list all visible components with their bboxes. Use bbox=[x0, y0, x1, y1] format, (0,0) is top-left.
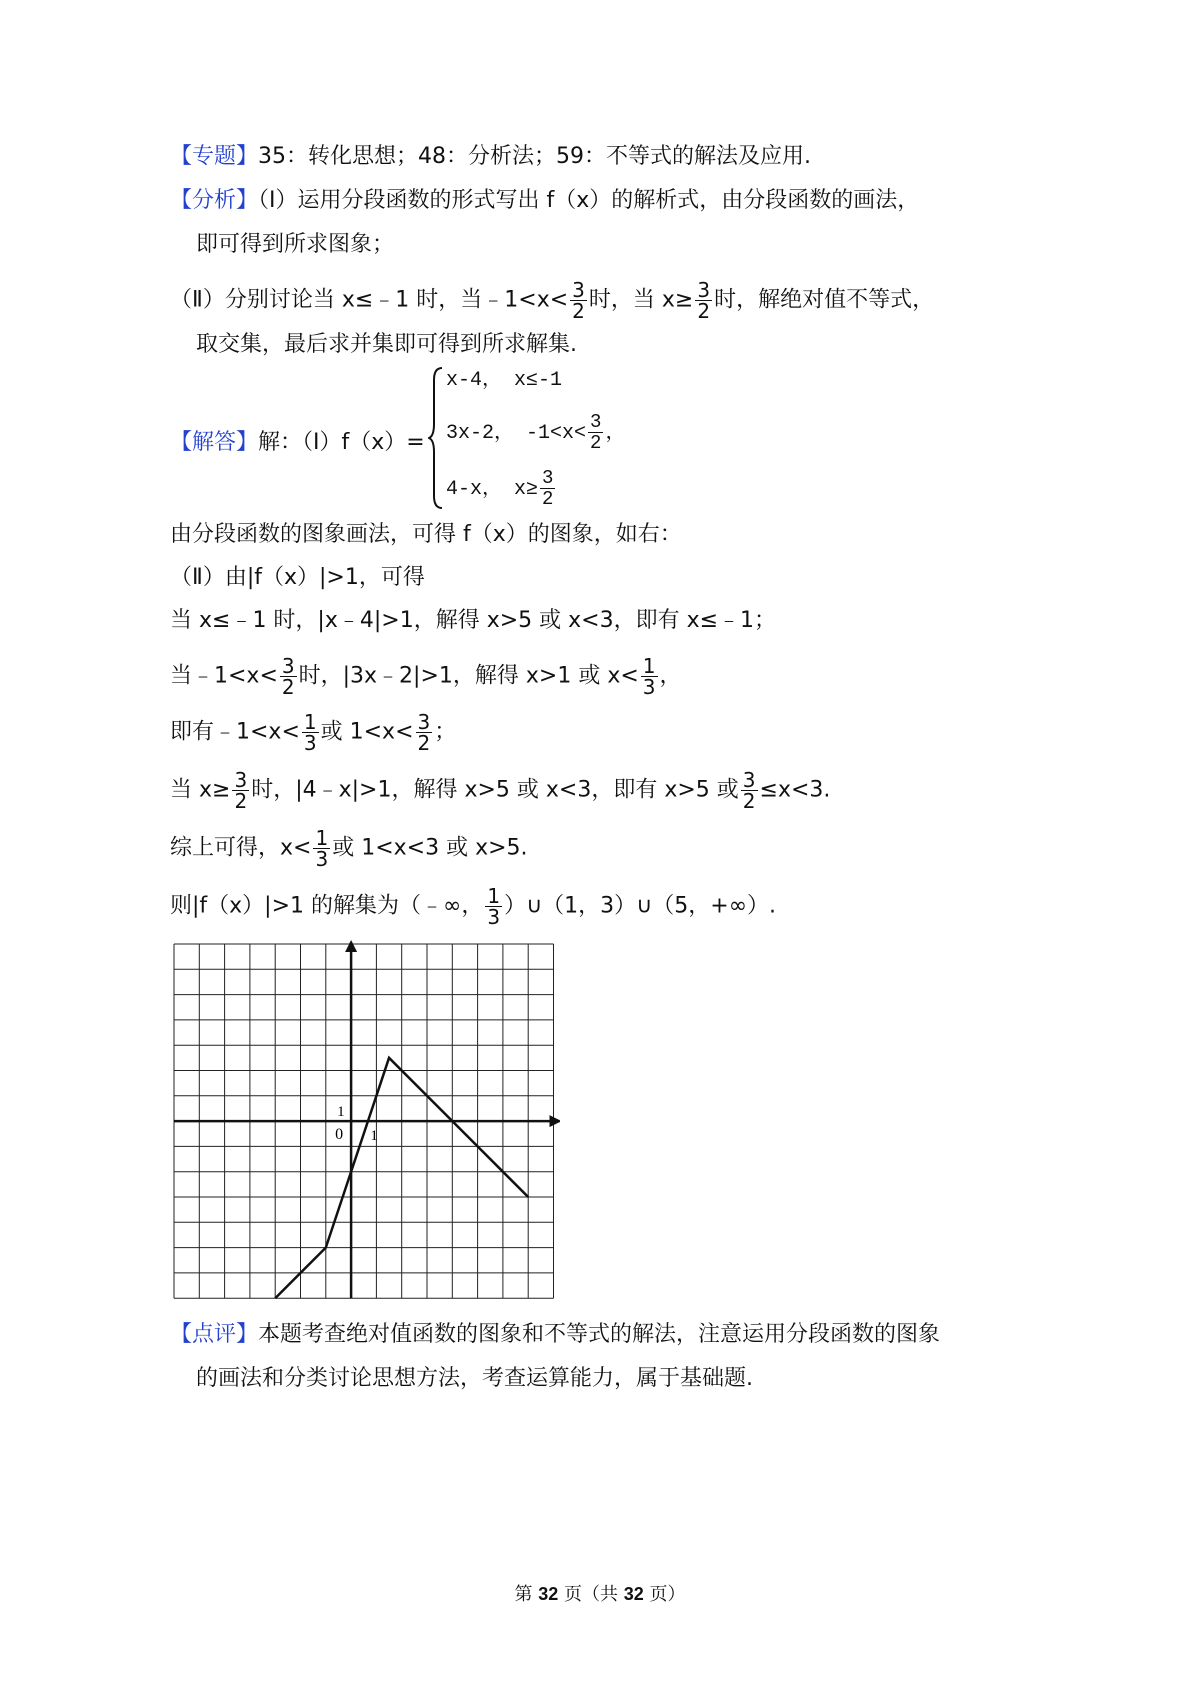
answer-line-1: 由分段函数的图象画法，可得 f（x）的图象，如右： bbox=[170, 522, 682, 547]
analysis-line-3 bbox=[170, 280, 934, 321]
graph-label-x-one: 1 bbox=[370, 1128, 378, 1145]
answer-text-8a: 则|f（x）|>1 的解集为（﹣∞， bbox=[170, 893, 484, 919]
fraction bbox=[416, 712, 433, 753]
answer-text-6b: 时，|4﹣x|>1，解得 x>5 或 x<3，即有 x>5 或 bbox=[251, 777, 739, 803]
answer-text-7b: 或 1<x<3 或 x>5. bbox=[332, 835, 528, 861]
frac-num: 3 bbox=[742, 768, 756, 792]
topic-text: 35：转化思想；48：分析法；59：不等式的解法及应用. bbox=[258, 144, 811, 169]
frac-num: 3 bbox=[417, 710, 431, 734]
frac-den: 3 bbox=[303, 731, 317, 755]
fraction bbox=[313, 828, 330, 869]
answer-line-4 bbox=[170, 656, 682, 697]
topic-line bbox=[170, 142, 811, 172]
analysis-text-3c: 时，解绝对值不等式， bbox=[714, 287, 935, 313]
frac-num: 1 bbox=[642, 654, 656, 678]
answer-text-7a: 综上可得，x< bbox=[170, 835, 312, 861]
answer-line-8 bbox=[170, 886, 776, 927]
topic-tag: 【专题】 bbox=[170, 144, 259, 169]
answer-intro: 解：（Ⅰ）f（x）= bbox=[258, 430, 425, 455]
analysis-text-3a: （Ⅱ）分别讨论当 x≤﹣1 时，当﹣1<x< bbox=[170, 287, 569, 313]
frac-den: 3 bbox=[642, 675, 656, 699]
analysis-line-1 bbox=[170, 186, 919, 216]
analysis-text-1: （Ⅰ）运用分段函数的形式写出 f（x）的解析式，由分段函数的画法， bbox=[258, 188, 920, 213]
answer-tag: 【解答】 bbox=[170, 430, 259, 455]
analysis-text-3b: 时，当 x≥ bbox=[588, 287, 694, 313]
analysis-tag: 【分析】 bbox=[170, 188, 259, 213]
piecewise-brace-icon bbox=[428, 366, 444, 510]
frac-den: 2 bbox=[742, 789, 756, 813]
piece-1: x-4， x≤-1 bbox=[446, 369, 563, 392]
fraction bbox=[641, 656, 658, 697]
frac-den: 2 bbox=[417, 731, 431, 755]
y-axis-arrow-icon bbox=[345, 940, 357, 952]
answer-line-7 bbox=[170, 828, 528, 869]
fraction bbox=[741, 770, 758, 811]
review-tag: 【点评】 bbox=[170, 1322, 259, 1347]
answer-line-5 bbox=[170, 712, 456, 753]
answer-text-5b: 或 1<x< bbox=[320, 719, 414, 745]
answer-line-2: （Ⅱ）由|f（x）|>1，可得 bbox=[170, 565, 425, 590]
frac-num: 1 bbox=[303, 710, 317, 734]
graph-axes bbox=[174, 940, 560, 1298]
answer-line-6 bbox=[170, 770, 830, 811]
fraction bbox=[540, 468, 555, 509]
piece-2-comma: ， bbox=[605, 421, 626, 445]
fraction bbox=[280, 656, 297, 697]
answer-text-6c: ≤x<3. bbox=[759, 777, 831, 803]
frac-num: 3 bbox=[234, 768, 248, 792]
fraction bbox=[695, 280, 712, 321]
answer-text-8b: ）∪（1，3）∪（5，+∞）. bbox=[504, 893, 777, 919]
frac-num: 3 bbox=[281, 654, 295, 678]
answer-text-4c: ， bbox=[659, 663, 682, 689]
answer-intro-line bbox=[170, 428, 425, 458]
piece-2-text: 3x-2， -1<x< bbox=[446, 421, 587, 445]
fraction bbox=[588, 412, 603, 453]
fraction bbox=[302, 712, 319, 753]
frac-den: 3 bbox=[315, 847, 329, 871]
analysis-line-2: 即可得到所求图象； bbox=[196, 232, 395, 257]
frac-den: 2 bbox=[281, 675, 295, 699]
answer-text-5a: 即有﹣1<x< bbox=[170, 719, 300, 745]
frac-num: 3 bbox=[572, 278, 585, 302]
frac-den: 3 bbox=[487, 905, 501, 929]
frac-num: 3 bbox=[542, 467, 554, 489]
fraction bbox=[485, 886, 502, 927]
graph-label-y-one: 1 bbox=[337, 1103, 345, 1120]
answer-line-3: 当 x≤﹣1 时，|x﹣4|>1，解得 x>5 或 x<3，即有 x≤﹣1； bbox=[170, 608, 777, 633]
footer-total: 32 bbox=[623, 1584, 644, 1604]
piece-3-text: 4-x， x≥ bbox=[446, 477, 539, 501]
frac-num: 1 bbox=[487, 884, 501, 908]
answer-text-4a: 当﹣1<x< bbox=[170, 663, 278, 689]
graph-label-origin: 0 bbox=[335, 1126, 344, 1144]
frac-den: 2 bbox=[697, 299, 711, 323]
fraction bbox=[570, 280, 587, 321]
footer-text-c: 页） bbox=[643, 1584, 686, 1605]
footer-text-a: 第 bbox=[514, 1584, 539, 1605]
answer-text-5c: ； bbox=[434, 719, 457, 745]
frac-num: 1 bbox=[315, 826, 329, 850]
frac-den: 2 bbox=[542, 488, 554, 510]
page-footer bbox=[0, 1580, 1200, 1606]
frac-num: 3 bbox=[590, 411, 602, 433]
footer-page: 32 bbox=[538, 1584, 559, 1604]
frac-num: 3 bbox=[697, 278, 711, 302]
frac-den: 2 bbox=[572, 299, 585, 323]
piece-2 bbox=[446, 412, 625, 453]
fraction bbox=[232, 770, 249, 811]
piece-3 bbox=[446, 468, 557, 509]
frac-den: 2 bbox=[234, 789, 248, 813]
review-line-1 bbox=[170, 1320, 940, 1350]
x-axis-arrow-icon bbox=[550, 1115, 561, 1127]
function-graph bbox=[170, 940, 560, 1306]
footer-text-b: 页（共 bbox=[558, 1584, 624, 1605]
analysis-line-4: 取交集，最后求并集即可得到所求解集. bbox=[196, 332, 577, 357]
answer-text-6a: 当 x≥ bbox=[170, 777, 231, 803]
frac-den: 2 bbox=[590, 432, 602, 454]
review-line-2: 的画法和分类讨论思想方法，考查运算能力，属于基础题. bbox=[196, 1366, 753, 1391]
review-text-1: 本题考查绝对值函数的图象和不等式的解法，注意运用分段函数的图象 bbox=[258, 1322, 941, 1347]
answer-text-4b: 时，|3x﹣2|>1，解得 x>1 或 x< bbox=[298, 663, 639, 689]
